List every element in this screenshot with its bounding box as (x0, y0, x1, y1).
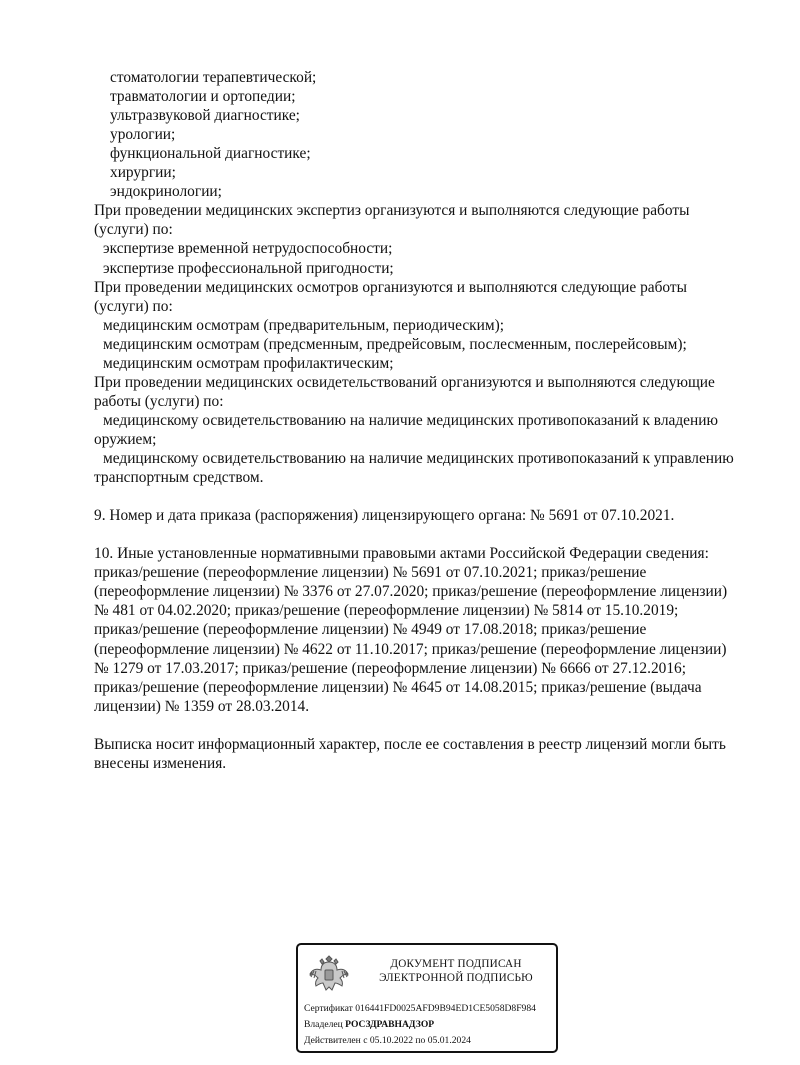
text-line: приказ/решение (переоформление лицензии) № 4645 от 14.08.2015; приказ/решение (выдача (94, 679, 702, 696)
text-line: функциональной диагностике; (110, 145, 311, 162)
text-line: При проведении медицинских экспертиз организуются и выполняются следующие работы (94, 202, 690, 219)
text-line: хирургии; (110, 164, 176, 181)
stamp-validity: Действителен с 05.10.2022 по 05.01.2024 (304, 1035, 471, 1046)
text-line: При проведении медицинских осмотров организуются и выполняются следующие работы (94, 279, 687, 296)
text-line: № 1279 от 17.03.2017; приказ/решение (переоформление лицензии) № 6666 от 27.12.2016; (94, 660, 687, 677)
text-line: 10. Иные установленные нормативными правовыми актами Российской Федерации сведения: (94, 545, 709, 562)
text-line: Выписка носит информационный характер, после ее составления в реестр лицензий могли быть (94, 736, 726, 753)
stamp-certificate-label: Сертификат (304, 1003, 353, 1014)
text-line: оружием; (94, 431, 157, 448)
stamp-owner-value: РОСЗДРАВНАДЗОР (345, 1019, 435, 1030)
text-line: урологии; (110, 126, 176, 143)
coat-of-arms-icon (306, 950, 352, 996)
text-line: № 481 от 04.02.2020; приказ/решение (переоформление лицензии) № 5814 от 15.10.2019; (94, 602, 679, 619)
text-line: транспортным средством. (94, 469, 264, 486)
text-line: ультразвуковой диагностике; (110, 107, 300, 124)
text-line: (услуги) по: (94, 298, 173, 315)
text-line: травматологии и ортопедии; (110, 88, 296, 105)
text-line: медицинскому освидетельствованию на наличие медицинских противопоказаний к владению (103, 412, 718, 429)
text-line: медицинским осмотрам профилактическим; (103, 355, 394, 372)
stamp-title-line-1: ДОКУМЕНТ ПОДПИСАН (390, 958, 522, 970)
text-line: внесены изменения. (94, 755, 227, 772)
text-line: экспертизе профессиональной пригодности; (103, 260, 394, 277)
text-line: При проведении медицинских освидетельствований организуются и выполняются следующие (94, 374, 715, 391)
text-line: медицинским осмотрам (предварительным, периодическим); (103, 317, 505, 334)
electronic-signature-stamp (296, 943, 558, 1053)
stamp-certificate-row (304, 1003, 536, 1015)
text-line: медицинским осмотрам (предсменным, предрейсовым, послесменным, послерейсовым); (103, 336, 687, 353)
text-line: эндокринологии; (110, 183, 222, 200)
text-line: медицинскому освидетельствованию на наличие медицинских противопоказаний к управлению (103, 450, 734, 467)
stamp-owner-label: Владелец (304, 1019, 343, 1030)
text-line: лицензии) № 1359 от 28.03.2014. (94, 698, 310, 715)
text-line: приказ/решение (переоформление лицензии) № 4949 от 17.08.2018; приказ/решение (94, 621, 647, 638)
text-line: (переоформление лицензии) № 3376 от 27.07.2020; приказ/решение (переоформление лицензии) (94, 583, 728, 600)
stamp-owner-row (304, 1019, 434, 1031)
text-line: экспертизе временной нетрудоспособности; (103, 240, 393, 257)
text-line: приказ/решение (переоформление лицензии) № 5691 от 07.10.2021; приказ/решение (94, 564, 647, 581)
text-line: работы (услуги) по: (94, 393, 224, 410)
text-line: (услуги) по: (94, 221, 173, 238)
text-line: 9. Номер и дата приказа (распоряжения) лицензирующего органа: № 5691 от 07.10.2021. (94, 507, 675, 524)
stamp-title-line-2: ЭЛЕКТРОННОЙ ПОДПИСЬЮ (379, 972, 533, 984)
text-line: (переоформление лицензии) № 4622 от 11.10.2017; приказ/решение (переоформление лицензии) (94, 641, 727, 658)
stamp-certificate-value: 016441FD0025AFD9B94ED1CE5058D8F984 (355, 1003, 536, 1014)
text-line: стоматологии терапевтической; (110, 69, 317, 86)
